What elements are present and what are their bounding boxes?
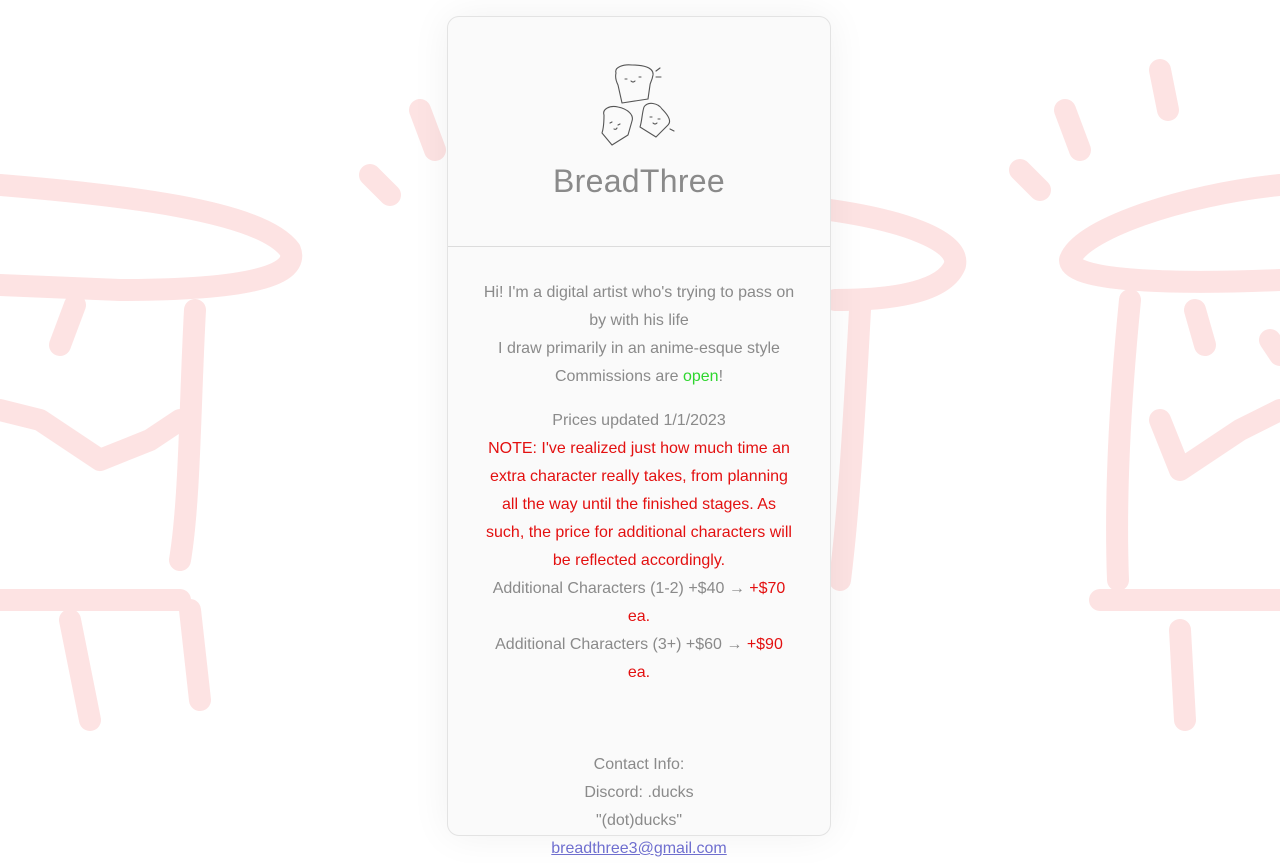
price-item-new-price: +$90 ea. — [627, 636, 783, 681]
discord-note: "(dot)ducks" — [595, 812, 683, 829]
email-link[interactable]: breadthree3@gmail.com — [551, 840, 727, 857]
commission-status-prefix: Commissions are — [554, 368, 683, 385]
profile-header — [448, 17, 830, 247]
prices-updated: Prices updated 1/1/2023 — [552, 412, 726, 429]
commission-status-suffix: ! — [718, 368, 724, 385]
email-line — [482, 835, 796, 863]
price-item — [482, 575, 796, 631]
status-open-label: open — [682, 368, 719, 385]
price-item-new-price: +$70 ea. — [627, 580, 786, 625]
pricing-note: NOTE: I've realized just how much time an extra character really takes, from planning all the way until the finished stages. As such, the price for additional characters will be reflected accordingly. — [486, 440, 792, 569]
intro-text: Hi! I'm a digital artist who's trying to pass on by with his life — [483, 284, 795, 329]
bread-doodle-icon — [598, 61, 678, 147]
contact-heading: Contact Info: — [593, 756, 685, 773]
price-item-label: Additional Characters (1-2) +$40 → — [492, 580, 750, 597]
price-item — [482, 631, 796, 687]
discord-handle: Discord: .ducks — [584, 784, 694, 801]
profile-name: BreadThree — [553, 163, 725, 199]
profile-body — [448, 247, 830, 863]
profile-card — [447, 16, 831, 857]
price-item-label: Additional Characters (3+) +$60 → — [495, 636, 747, 653]
style-text: I draw primarily in an anime-esque style — [498, 340, 780, 357]
commission-status — [482, 363, 796, 391]
